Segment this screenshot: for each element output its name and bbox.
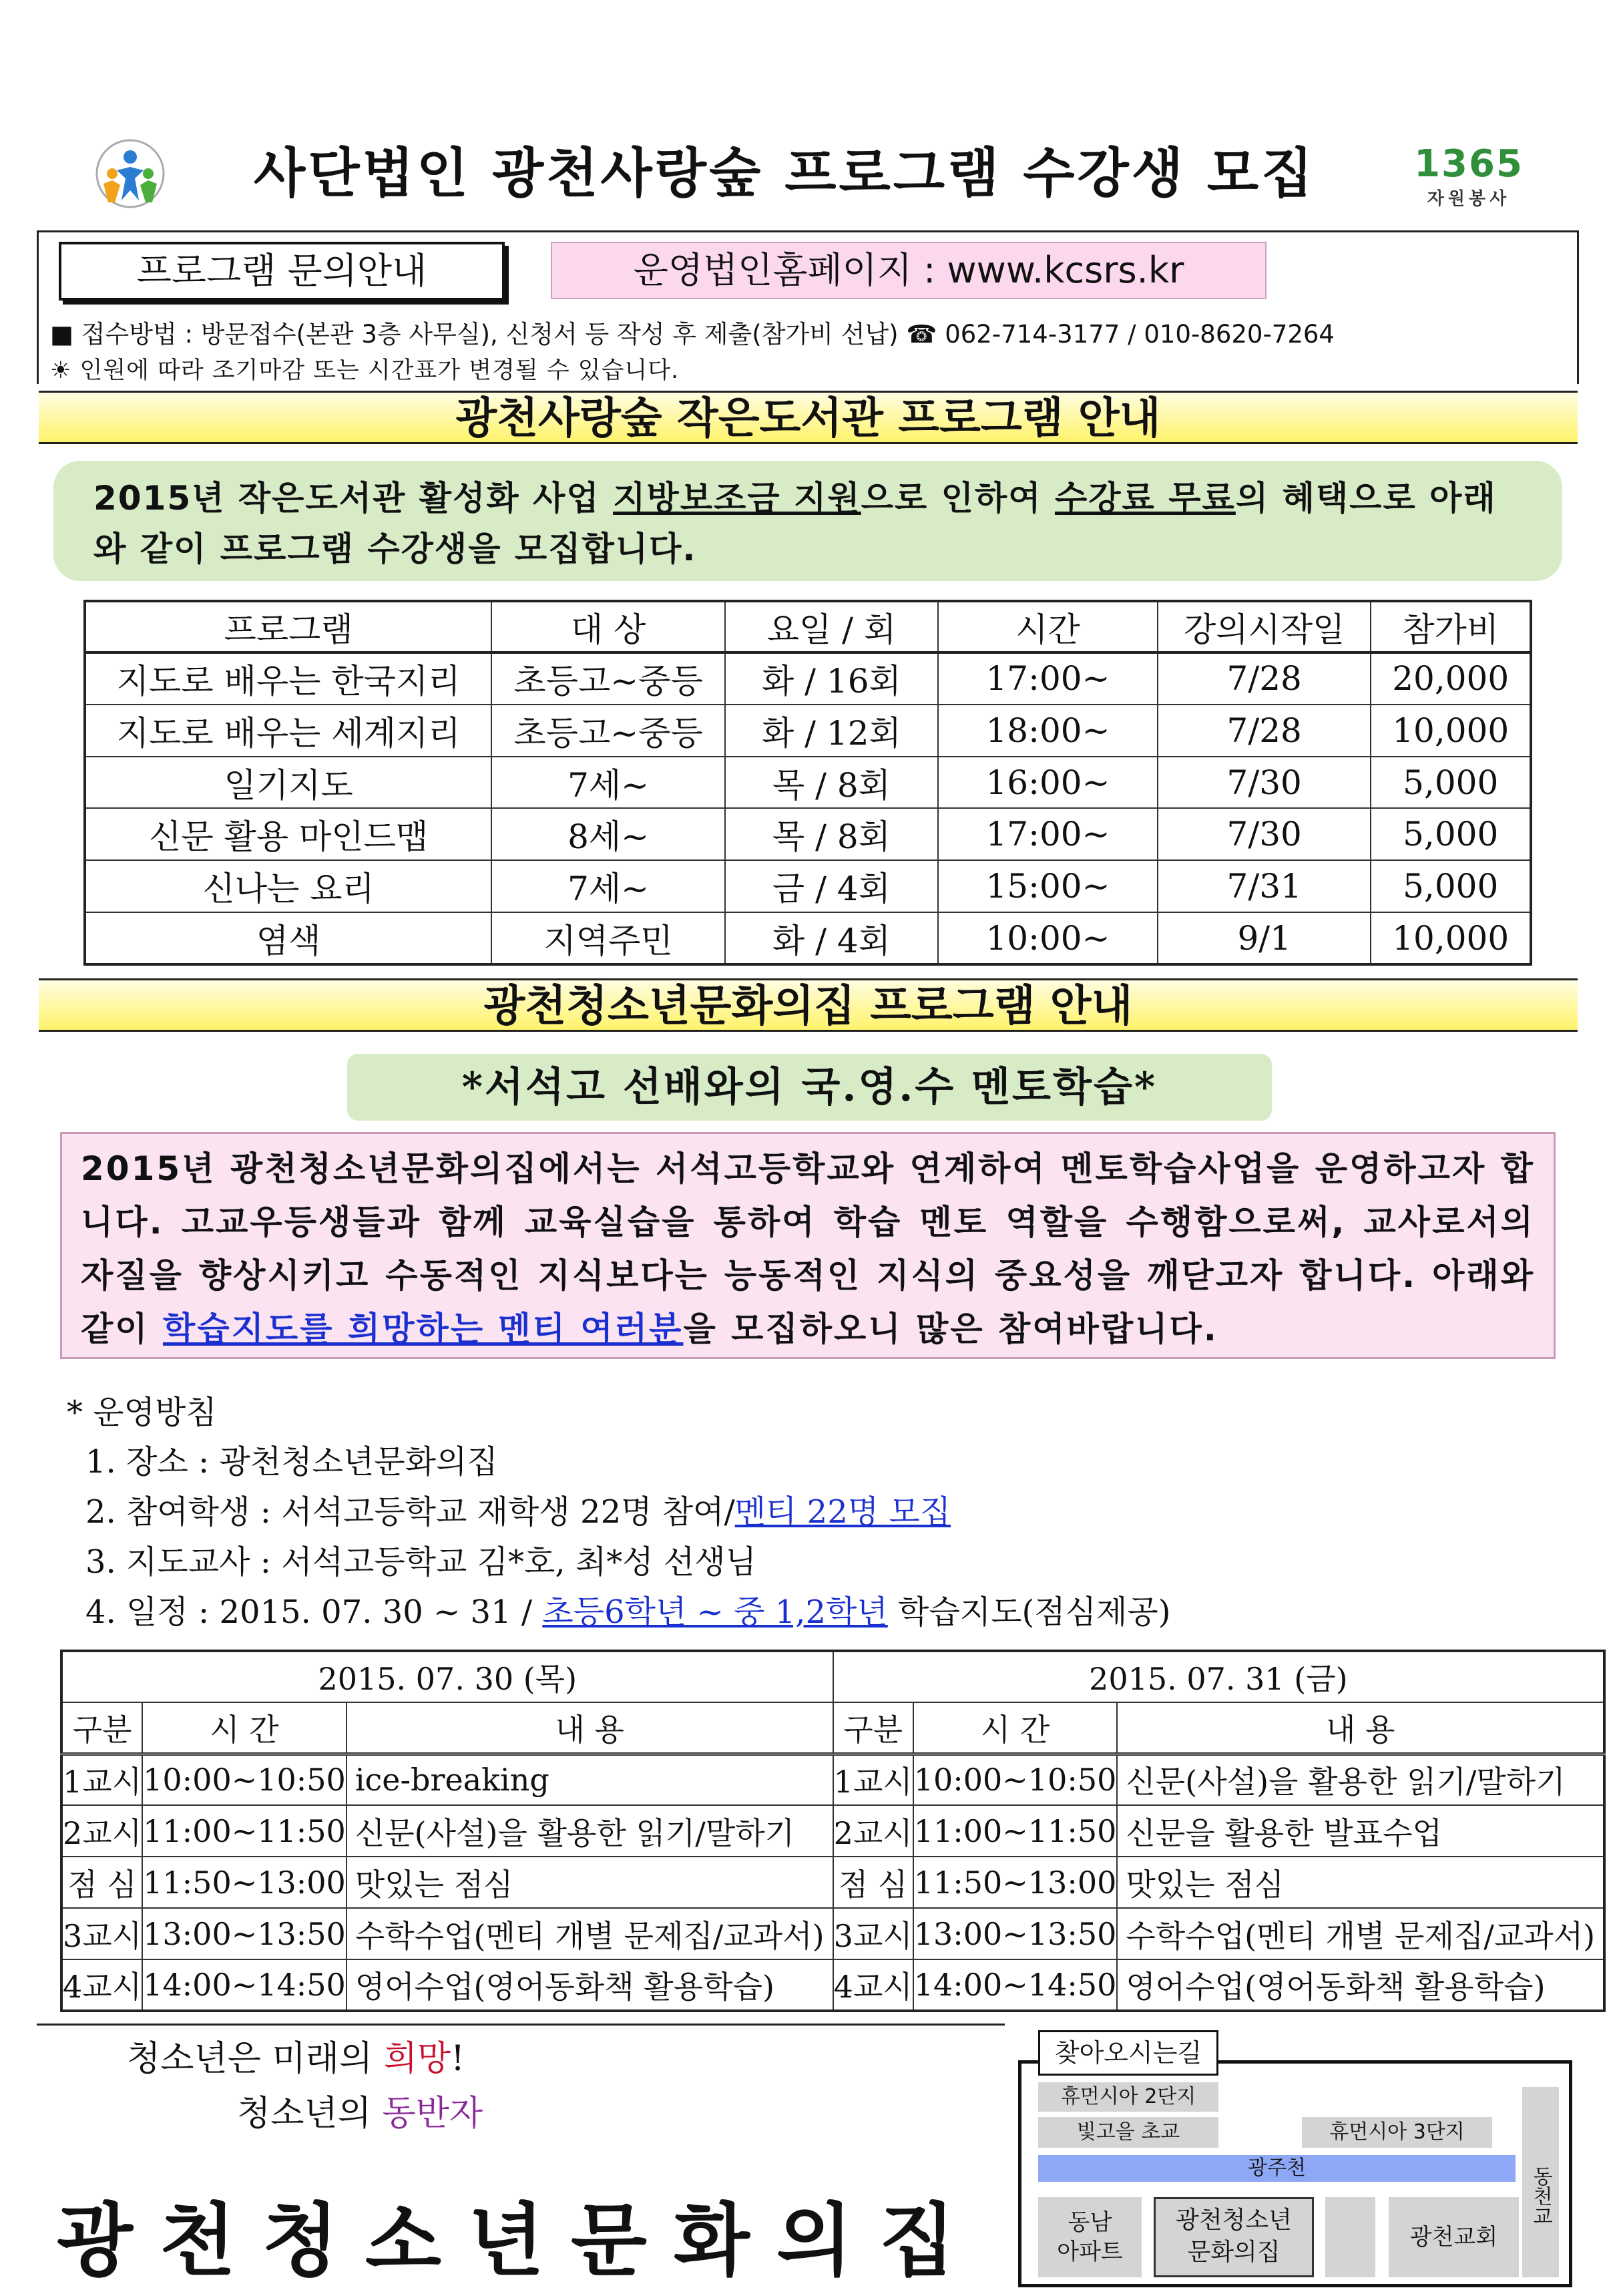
footer-divider — [37, 2024, 1005, 2026]
library-intro — [53, 461, 1562, 581]
cell: 13:00~13:50 — [142, 1908, 347, 1959]
cell: 11:50~13:00 — [913, 1857, 1118, 1908]
map-humansia-2: 휴먼시아 2단지 — [1038, 2082, 1218, 2112]
cell: 1교시 — [833, 1754, 913, 1805]
intro-text: 의 혜택으로 아래와 같이 프로그램 수강생을 모집합니다. — [93, 479, 1497, 568]
logo-number: 1365 — [1414, 142, 1524, 186]
schedule-table — [60, 1650, 1606, 2012]
cell: 지도로 배우는 세계지리 — [85, 705, 491, 757]
cell: 화 / 12회 — [725, 705, 938, 757]
table-header-row — [85, 601, 1531, 652]
cell: 11:00~11:50 — [142, 1805, 347, 1857]
intro-text: 2015년 광천청소년문화의집에서는 서석고등학교와 연계하여 멘토학습사업을 운영하고자 합니다. 고교우등생들과 함께 교육실습을 통하여 학습 멘토 역할을 수행함으로써, 교사로서의 자질을 향상시키고 수동적인 지식보다는 능동적인 지식의 중요성을 깨닫고자 합니다. 아래와 같이 — [81, 1149, 1535, 1348]
map-text: 아파트 — [1057, 2239, 1123, 2265]
policy-grades: 초등6학년 ~ 중 1,2학년 — [542, 1593, 888, 1631]
volunteer-1365-logo — [1412, 144, 1526, 210]
policy-teachers: 3. 지도교사 : 서석고등학교 김*호, 최*성 선생님 — [85, 1543, 757, 1581]
header-day: 요일 / 회 — [725, 601, 938, 652]
cell: 7/28 — [1158, 652, 1371, 705]
cell: 7세~ — [491, 860, 725, 912]
policy-mentee-count: 멘티 22명 모집 — [734, 1493, 951, 1531]
cell: 2교시 — [833, 1805, 913, 1857]
intro-text: 으로 인하여 — [861, 479, 1055, 518]
logo-left — [93, 137, 167, 210]
cell: 14:00~14:50 — [913, 1959, 1118, 2011]
schedule-date-row — [61, 1651, 1604, 1702]
cell: ice-breaking — [347, 1754, 833, 1805]
cell: 18:00~ — [938, 705, 1158, 757]
table-row — [61, 1959, 1604, 2011]
notice-line: ☀ 인원에 따라 조기마감 또는 시간표가 변경될 수 있습니다. — [50, 357, 680, 384]
cell: 목 / 8회 — [725, 808, 938, 860]
sub-header: 내 용 — [1117, 1702, 1604, 1754]
cell: 7/30 — [1158, 757, 1371, 809]
cell: 7/28 — [1158, 705, 1371, 757]
cell: 10,000 — [1371, 912, 1531, 964]
cell: 금 / 4회 — [725, 860, 938, 912]
slogan-hope — [127, 2030, 465, 2080]
homepage-link[interactable]: 운영법인홈페이지 : www.kcsrs.kr — [551, 242, 1266, 299]
cell: 8세~ — [491, 808, 725, 860]
map-text: 광천청소년 — [1176, 2207, 1292, 2234]
header-start: 강의시작일 — [1158, 601, 1371, 652]
cell: 수학수업(멘티 개별 문제집/교과서) — [1117, 1908, 1604, 1959]
cell: 수학수업(멘티 개별 문제집/교과서) — [347, 1908, 833, 1959]
map-bridge: 동천교 — [1522, 2087, 1559, 2277]
map-school: 빛고을 초교 — [1038, 2117, 1218, 2148]
slogan-text: ! — [451, 2039, 465, 2079]
slogan-accent: 동반자 — [382, 2094, 483, 2134]
cell: 7/30 — [1158, 808, 1371, 860]
policy-students — [85, 1486, 951, 1532]
sub-header: 시 간 — [913, 1702, 1118, 1754]
table-row — [85, 757, 1531, 809]
intro-text: 을 모집하오니 많은 참여바랍니다. — [683, 1310, 1218, 1348]
table-row — [85, 912, 1531, 964]
cell: 7/31 — [1158, 860, 1371, 912]
logo-label: 자원봉사 — [1427, 189, 1511, 209]
section-library-title: 광천사랑숲 작은도서관 프로그램 안내 — [39, 391, 1578, 444]
header-fee: 참가비 — [1371, 601, 1531, 652]
cell: 4교시 — [833, 1959, 913, 2011]
cell: 3교시 — [61, 1908, 142, 1959]
policy-text: 학습지도(점심제공) — [887, 1593, 1171, 1631]
sub-header: 구분 — [61, 1702, 142, 1754]
header-target: 대 상 — [491, 601, 725, 652]
day1-date: 2015. 07. 30 (목) — [61, 1651, 833, 1702]
table-row — [61, 1805, 1604, 1857]
cell: 신문을 활용한 발표수업 — [1117, 1805, 1604, 1857]
cell: 화 / 16회 — [725, 652, 938, 705]
intro-text: 2015년 작은도서관 활성화 사업 — [93, 479, 614, 518]
policy-text: 2. 참여학생 : 서석고등학교 재학생 22명 참여/ — [85, 1493, 735, 1531]
main-title: 사단법인 광천사랑숲 프로그램 수강생 모집 — [254, 142, 1316, 204]
cell: 점 심 — [833, 1857, 913, 1908]
cell: 15:00~ — [938, 860, 1158, 912]
slogan-text: 청소년의 — [237, 2094, 383, 2134]
cell: 10,000 — [1371, 705, 1531, 757]
policy-schedule — [85, 1586, 1170, 1632]
map-label: 찾아오시는길 — [1038, 2030, 1218, 2076]
organization-name: 광천청소년문화의집 — [57, 2194, 982, 2287]
table-row — [85, 808, 1531, 860]
intro-free: 수강료 무료 — [1054, 479, 1236, 518]
cell: 신문 활용 마인드맵 — [85, 808, 491, 860]
mentor-title: *서석고 선배와의 국.영.수 멘토학습* — [347, 1054, 1272, 1121]
cell: 20,000 — [1371, 652, 1531, 705]
table-row — [61, 1754, 1604, 1805]
cell: 17:00~ — [938, 652, 1158, 705]
intro-subsidy: 지방보조금 지원 — [613, 479, 861, 518]
cell: 맛있는 점심 — [1117, 1857, 1604, 1908]
cell: 9/1 — [1158, 912, 1371, 964]
program-table — [83, 600, 1532, 966]
cell: 화 / 4회 — [725, 912, 938, 964]
map-block — [1325, 2197, 1375, 2277]
cell: 10:00~ — [938, 912, 1158, 964]
table-row — [85, 705, 1531, 757]
policy-text: 4. 일정 : 2015. 07. 30 ~ 31 / — [85, 1593, 543, 1631]
map-text: 문화의집 — [1187, 2239, 1281, 2266]
cell: 일기지도 — [85, 757, 491, 809]
cell: 맛있는 점심 — [347, 1857, 833, 1908]
cell: 7세~ — [491, 757, 725, 809]
table-row — [85, 652, 1531, 705]
cell: 10:00~10:50 — [142, 1754, 347, 1805]
map-humansia-3: 휴먼시아 3단지 — [1302, 2117, 1492, 2148]
sub-header: 내 용 — [347, 1702, 833, 1754]
cell: 17:00~ — [938, 808, 1158, 860]
policy-place: 1. 장소 : 광천청소년문화의집 — [85, 1443, 498, 1481]
cell: 11:50~13:00 — [142, 1857, 347, 1908]
cell: 10:00~10:50 — [913, 1754, 1118, 1805]
cell: 목 / 8회 — [725, 757, 938, 809]
slogan-text: 청소년은 미래의 — [127, 2039, 384, 2079]
cell: 초등고~중등 — [491, 652, 725, 705]
sub-header: 구분 — [833, 1702, 913, 1754]
cell: 신나는 요리 — [85, 860, 491, 912]
schedule-subheader-row — [61, 1702, 1604, 1754]
map-church: 광천교회 — [1389, 2197, 1519, 2277]
inquiry-label: 프로그램 문의안내 — [59, 242, 505, 301]
day2-date: 2015. 07. 31 (금) — [833, 1651, 1605, 1702]
cell: 2교시 — [61, 1805, 142, 1857]
cell: 영어수업(영어동화책 활용학습) — [1117, 1959, 1604, 2011]
intro-highlight: 학습지도를 희망하는 멘티 여러분 — [163, 1310, 684, 1348]
table-row — [61, 1908, 1604, 1959]
map-dongnam-apt — [1038, 2197, 1142, 2277]
cell: 14:00~14:50 — [142, 1959, 347, 2011]
cell: 11:00~11:50 — [913, 1805, 1118, 1857]
cell: 1교시 — [61, 1754, 142, 1805]
table-row — [85, 860, 1531, 912]
cell: 5,000 — [1371, 757, 1531, 809]
slogan-accent: 희망 — [383, 2039, 451, 2079]
cell: 3교시 — [833, 1908, 913, 1959]
map-river: 광주천 — [1038, 2155, 1516, 2182]
cell: 신문(사설)을 활용한 읽기/말하기 — [347, 1805, 833, 1857]
cell: 지도로 배우는 한국지리 — [85, 652, 491, 705]
cell: 지역주민 — [491, 912, 725, 964]
slogan-companion — [237, 2085, 483, 2135]
map-text: 동남 — [1068, 2209, 1112, 2236]
cell: 점 심 — [61, 1857, 142, 1908]
sub-header: 시 간 — [142, 1702, 347, 1754]
header-time: 시간 — [938, 601, 1158, 652]
policy-heading: * 운영방침 — [67, 1394, 217, 1431]
cell: 16:00~ — [938, 757, 1158, 809]
cell: 염색 — [85, 912, 491, 964]
cell: 5,000 — [1371, 808, 1531, 860]
cell: 4교시 — [61, 1959, 142, 2011]
mentor-intro — [60, 1132, 1556, 1359]
cell: 5,000 — [1371, 860, 1531, 912]
section-youth-center-title: 광천청소년문화의집 프로그램 안내 — [39, 978, 1578, 1032]
cell: 초등고~중등 — [491, 705, 725, 757]
registration-method: ■ 접수방법 : 방문접수(본관 3층 사무실), 신청서 등 작성 후 제출(참가비 선납) ☎ 062-714-3177 / 010-8620-7264 — [50, 320, 1335, 349]
cell: 신문(사설)을 활용한 읽기/말하기 — [1117, 1754, 1604, 1805]
cell: 13:00~13:50 — [913, 1908, 1118, 1959]
cell: 영어수업(영어동화책 활용학습) — [347, 1959, 833, 2011]
table-row — [61, 1857, 1604, 1908]
header-program: 프로그램 — [85, 601, 491, 652]
map-youth-center — [1154, 2197, 1314, 2277]
